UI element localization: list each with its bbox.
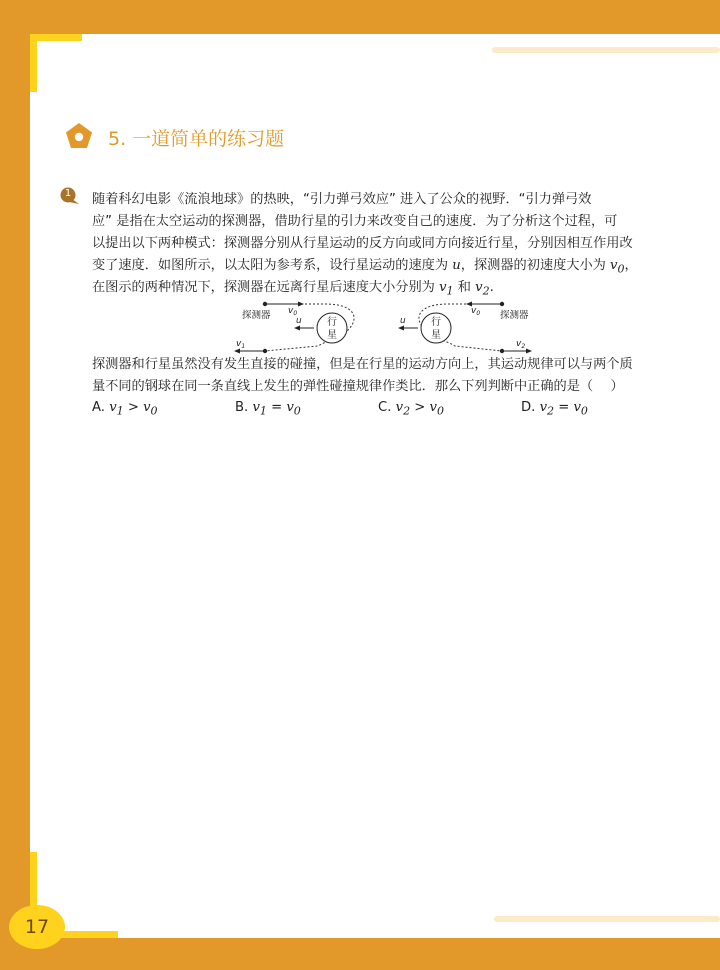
option-relation: = xyxy=(266,400,287,415)
variable-subscript: 0 xyxy=(293,404,301,418)
decorative-bar-top xyxy=(492,47,720,53)
probe-label-left: 探测器 xyxy=(242,310,271,321)
label-v1-sub: 1 xyxy=(241,343,246,350)
planet-label-char: 行 xyxy=(431,317,441,328)
label-v0: v xyxy=(288,306,294,316)
corner-accent-top-vertical xyxy=(30,34,37,92)
question-text-fragment: 变了速度．如图所示，以太阳为参考系，设行星运动的速度为 xyxy=(92,258,453,273)
option-c[interactable] xyxy=(378,400,444,418)
label-v0-sub: 0 xyxy=(293,310,298,317)
variable-v2 xyxy=(475,280,490,298)
arrowhead xyxy=(398,326,404,331)
section-title: 5. 一道简单的练习题 xyxy=(108,128,285,150)
option-letter: B. xyxy=(235,400,249,415)
label-v1: v xyxy=(236,339,242,349)
label-v0-sub: 0 xyxy=(476,310,481,317)
arrowhead xyxy=(294,326,300,331)
variable-subscript: 0 xyxy=(580,404,588,418)
probe-label-right: 探测器 xyxy=(500,310,529,321)
variable-subscript: 0 xyxy=(436,404,444,418)
label-u-right: u xyxy=(400,316,406,326)
planet-label-char: 星 xyxy=(431,330,441,341)
variable-subscript: 1 xyxy=(116,404,124,418)
variable-letter: v xyxy=(573,400,581,415)
label-v2: v xyxy=(516,339,522,349)
variable-u: u xyxy=(452,258,461,273)
svg-text:v1 xyxy=(236,339,245,350)
pentagon-icon xyxy=(64,121,94,151)
variable-letter: v xyxy=(610,258,618,273)
label-v2-sub: 2 xyxy=(521,343,526,350)
question-text-line: 量不同的钢球在同一条直线上发生的弹性碰撞规律作类比．那么下列判断中正确的是（ ） xyxy=(92,379,624,394)
question-text-fragment: ，探测器的初速度大小为 xyxy=(460,258,611,273)
label-v0: v xyxy=(471,306,477,316)
variable-letter: v xyxy=(439,280,447,295)
variable-letter: v xyxy=(252,400,260,415)
variable-letter: v xyxy=(395,400,404,415)
question-number: 1 xyxy=(64,188,72,199)
svg-text:v2 xyxy=(516,339,525,350)
question-text-line: 探测器和行星虽然没有发生直接的碰撞，但是在行星的运动方向上，其运动规律可以与两个质 xyxy=(92,357,633,372)
variable-letter: v xyxy=(539,400,548,415)
planet-label-char: 星 xyxy=(327,330,337,341)
variable-subscript: 2 xyxy=(547,404,555,418)
option-b[interactable] xyxy=(235,400,301,418)
option-variable xyxy=(429,400,444,418)
variable-letter: v xyxy=(286,400,294,415)
punctuation: . xyxy=(489,280,494,295)
page-paper xyxy=(30,34,720,938)
variable-letter: v xyxy=(475,280,483,295)
option-letter: D. xyxy=(521,400,536,415)
question-text-fragment: 在图示的两种情况下，探测器在远离行星后速度大小分别为 xyxy=(92,280,440,295)
question-text-line: 应” 是指在太空运动的探测器，借助行星的引力来改变自己的速度．为了分析这个过程，可 xyxy=(92,214,618,229)
option-a[interactable] xyxy=(92,400,158,418)
option-relation: > xyxy=(123,400,144,415)
variable-letter: v xyxy=(143,400,151,415)
variable-v0 xyxy=(610,258,625,276)
option-variable xyxy=(143,400,158,418)
svg-text:v0 xyxy=(471,306,480,317)
question-text-fragment: 和 xyxy=(453,280,476,295)
variable-subscript: 1 xyxy=(259,404,267,418)
variable-letter: v xyxy=(109,400,117,415)
question-text-line: 以提出以下两种模式：探测器分别从行星运动的反方向或同方向接近行星，分别因相互作用改 xyxy=(92,236,633,251)
variable-subscript: 0 xyxy=(617,262,625,276)
option-variable xyxy=(286,400,301,418)
variable-subscript: 2 xyxy=(482,284,490,298)
option-d[interactable] xyxy=(521,400,588,418)
corner-accent-top-horizontal xyxy=(30,34,82,41)
variable-subscript: 2 xyxy=(403,404,411,418)
option-variable xyxy=(252,400,267,418)
variable-letter: v xyxy=(429,400,437,415)
option-variable xyxy=(539,400,555,418)
decorative-bar-bottom xyxy=(494,916,720,922)
arrowhead xyxy=(234,349,240,354)
option-relation: = xyxy=(554,400,574,415)
option-letter: A. xyxy=(92,400,105,415)
question-number-badge xyxy=(60,187,80,205)
arrowhead xyxy=(298,302,304,307)
option-variable xyxy=(573,400,588,418)
punctuation: ， xyxy=(624,258,638,273)
question-text-line: 随着科幻电影《流浪地球》的热映，“引力弹弓效应” 进入了公众的视野．“引力弹弓效 xyxy=(92,192,592,207)
variable-subscript: 0 xyxy=(150,404,158,418)
option-variable xyxy=(109,400,124,418)
option-variable xyxy=(395,400,411,418)
planet-label-char: 行 xyxy=(327,317,337,328)
option-relation: > xyxy=(410,400,430,415)
arrowhead xyxy=(526,349,532,354)
label-u-left: u xyxy=(296,316,302,326)
variable-v1 xyxy=(439,280,454,298)
variable-subscript: 1 xyxy=(446,284,454,298)
option-letter: C. xyxy=(378,400,392,415)
page-number: 17 xyxy=(9,905,65,949)
slingshot-diagram xyxy=(230,294,540,360)
